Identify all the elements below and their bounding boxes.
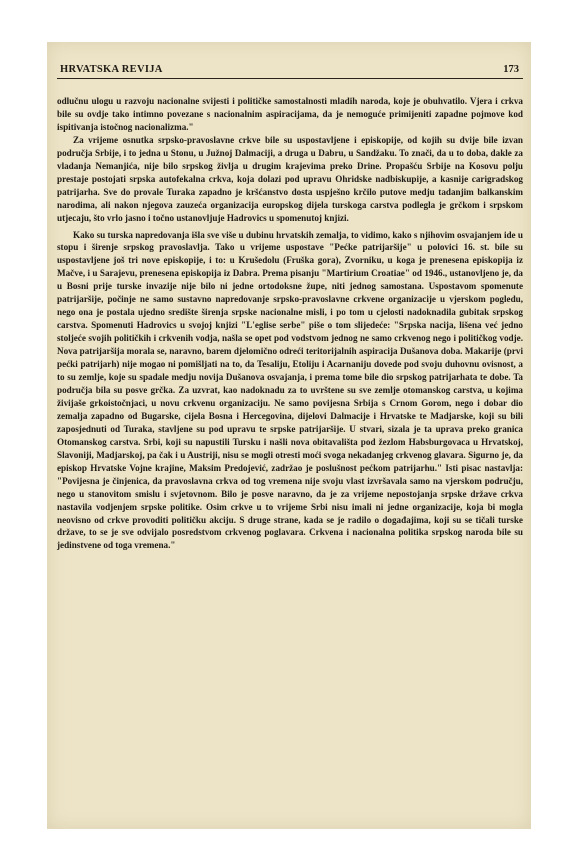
running-header [57,64,523,76]
paragraph-3: Kako su turska napredovanja išla sve više u dubinu hrvatskih zemalja, to vidimo, kako s njihovim osvajanjem ide u stopu i širenje srpskog pravoslavlja. Tako u vrijeme uspostave "Pećke patrijaršije" u polovici 16. st. bile su uspostavljene još tri nove episkopije, i to: u Krušedolu (Fruška gora), Zvorniku, u koga je prenesena episkopija iz Mačve, i u Sarajevu, prenesena episkopija iz Dabra. Prema pisanju "Martirium Croatiae" od 1946., ustanovljeno je, da u Bosni prije turske invazije nije bilo ni jedne ortodoksne župe, niti jednog samostana. Uspostavom spomenute patrijaršije, počinje ne samo sustavno napredovanje srpsko-pravoslavne crkvene organizacije u vjerskom pogledu, nego ona je postala ujedno središte širenja srpske nacionalne misli, i po tom u cjelosti nadoknadila gubitak srpskog carstva. Spomenuti Hadrovics u svojoj knjizi "L'eglise serbe" piše o tom slijedeće: "Srpska nacija, lišena već jedno stoljeće svojih političkih i crkvenih vodja, našla se opet pod vodstvom jednog ne samo crkvenog nego i političkog vodje. Nova patrijaršija morala se, naravno, barem djelomično odreći teritorijalnih aspiracija Dušanova doba. Makarije (prvi pećki patrijarh) nije mogao ni pomišljati na to, da Tesaliju, Etoliju i Acarnaniju dovede pod svoju duhovnu ovisnost, a to su zemlje, koje su spadale medju novija Dušanova osvajanja, i prema tome bile dio srpskog patrijarhata te dobe. Ta područja bila su posve grčka. Za uzvrat, kao nadoknadu za to uvrštene su sve zemlje otomanskog carstva, u kojima živijaše grkoistočnjaci, u novu crkvenu organizaciju. Ne samo povijesna Srbija s Crnom Gorom, nego i dobar dio zemalja zapadno od Bugarske, cijela Bosna i Hercegovina, dijelovi Dalmacije i Hrvatske te Madjarske, koji su bili zaposjednuti od Turaka, stavljene su pod upravu te srpske patrijaršije. U stvari, sizala je ta uprava preko granica Otomanskog carstva. Srbi, koji su napustili Tursku i našli nova obitavališta pod žezlom Habsburgovaca u Hrvatskoj, Slavoniji, Madjarskoj, pa čak i u Austriji, nisu se mogli otresti moći svoga nekadanjeg crkvenog glavara. Sigurno je, da episkop Hrvatske Vojne krajine, Maksim Predojević, zadržao je poslušnost pećkom patrijarhu." Isti pisac nastavlja: "Povijesna je činjenica, da pravoslavna crkva od tog vremena nije svoju vlast izvršavala samo na vjerskom području, nego u stanovitom smislu i svjetovnom. Bilo je posve naravno, da je za vrijeme nepostojanja srpske države crkva nastavila vodjenjem srpske politike. Osim crkve u to vrijeme Srbi nisu imali ni jedne organizacije, koja bi mogla neovisno od crkve provoditi političku akciju. S druge strane, kada se je radilo o događajima, koji su se tičali turske države, to se je sve odvijalo posredstvom crkvenog poglavara. Crkvena i nacionalna politika srpskog naroda bile su jedinstvene od toga vremena." [57,229,523,551]
journal-title: HRVATSKA REVIJA [60,64,163,75]
page-number: 173 [503,64,519,75]
paragraph-2: Za vrijeme osnutka srpsko-pravoslavne crkve bile su uspostavljene i episkopije, od kojih su dvije bile izvan područja Srbije, i to jedna u Stonu, u Južnoj Dalmaciji, a druga u Dabru, u Sandžaku. To znači, da u to doba, dakle za vladanja Nemanjića, nije bilo srpskog življa u drugim krajevima preko Drine. Propašću Srbije na Kosovu polju prestaje postojati srpska autofekalna crkva, koja dolazi pod upravu Ohridske nadbiskupije, a kasnije carigradskog patrijarha. Sve do provale Turaka zapadno je kršćanstvo dosta uspješno krčilo putove medju tadanjim balkanskim narodima, ali nakon njegova zauzeća organizacija europskog dijela turskoga carstva podlegla je grčkom i srpskom utjecaju, što vrlo jasno i točno ustanovljuje Hadrovics u spomenutoj knjizi. [57,134,523,223]
paragraph-1: odlučnu ulogu u razvoju nacionalne svijesti i političke samostalnosti mladih naroda, koje je obuhvatilo. Vjera i crkva bile su ovdje tako intimno povezane s nacionalnim aspiracijama, da je nemoguće primijeniti zapadne pojmove kod ispitivanja istočnog nacionalizma." [57,96,523,132]
article-body [57,95,523,552]
header-rule [57,78,523,79]
